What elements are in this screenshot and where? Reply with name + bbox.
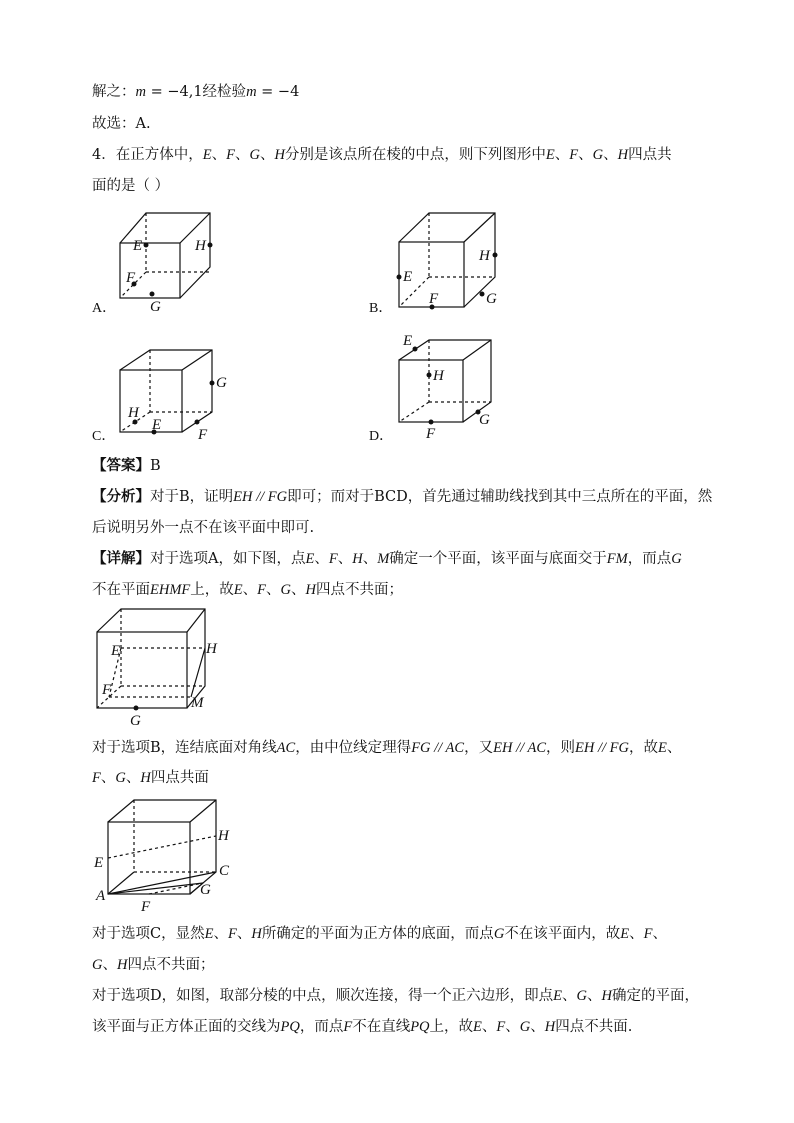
text: 不在直线 xyxy=(352,1019,411,1035)
label-g: G xyxy=(216,375,227,391)
text: = −4,1经检验 xyxy=(145,84,247,100)
text: 、 xyxy=(666,740,682,756)
math: FM xyxy=(606,551,628,567)
text: 故选：A. xyxy=(92,116,151,132)
label-a: A xyxy=(96,888,106,904)
text: 对于选项D，如图，取部分棱的中点，顺次连接，得一个正六边形，即点 xyxy=(92,988,554,1004)
math: EH // FG xyxy=(575,740,629,756)
math: E xyxy=(473,1019,482,1035)
math: H xyxy=(601,988,612,1004)
label-h: H xyxy=(206,641,217,657)
text: 该平面与正方体正面的交线为 xyxy=(92,1019,281,1035)
text: 四点共 xyxy=(628,147,672,163)
text: 、 xyxy=(259,147,275,163)
math: PQ xyxy=(410,1019,430,1035)
label-f: F xyxy=(141,899,151,915)
label-g: G xyxy=(200,882,211,898)
math: EH // AC xyxy=(493,740,546,756)
math: F xyxy=(569,147,579,163)
math: F xyxy=(257,582,266,598)
text: 四点共面 xyxy=(150,770,209,786)
label-f: F xyxy=(429,291,439,307)
math-m: m xyxy=(246,84,257,100)
answer-value: B xyxy=(150,458,161,474)
analysis-line-1 xyxy=(92,487,712,507)
question-line-2 xyxy=(92,176,169,196)
label-h: H xyxy=(479,248,490,264)
text: 面的是（ ） xyxy=(92,178,170,194)
text: 所确定的平面为正方体的底面，而点 xyxy=(261,926,494,942)
label-h: H xyxy=(433,368,444,384)
text: 4．在正方体中， xyxy=(92,147,203,163)
label-g: G xyxy=(486,291,497,307)
solution-line xyxy=(92,82,299,102)
math: H xyxy=(116,957,128,973)
text: 、 xyxy=(213,926,228,942)
text: 对于B，证明 xyxy=(150,489,234,505)
text: 、 xyxy=(505,1019,520,1035)
text: 、 xyxy=(530,1019,545,1035)
option-c-line-1 xyxy=(92,924,667,944)
text: 、 xyxy=(586,988,602,1004)
label-f: F xyxy=(198,427,208,443)
text: 对于选项A，如下图，点 xyxy=(150,551,306,567)
option-b-line-1 xyxy=(92,738,681,758)
text: 上，故 xyxy=(190,582,234,598)
text: 、 xyxy=(290,582,306,598)
math: E xyxy=(202,147,212,163)
math: FG // AC xyxy=(411,740,465,756)
text: ，而点 xyxy=(299,1019,344,1035)
answer-line xyxy=(92,456,161,476)
label-e: E xyxy=(111,643,121,659)
math: E xyxy=(204,926,214,942)
label-g: G xyxy=(479,412,490,428)
analysis-line-2 xyxy=(92,518,314,538)
math-m: m xyxy=(135,84,146,100)
label-g: G xyxy=(130,713,141,729)
figure-option-d xyxy=(365,330,515,445)
math: AC xyxy=(276,740,296,756)
math: G xyxy=(519,1019,531,1035)
math: F xyxy=(227,926,237,942)
math: F xyxy=(643,926,653,942)
label-f: F xyxy=(102,682,112,698)
text: 、 xyxy=(211,147,227,163)
text: 确定的平面， xyxy=(611,988,699,1004)
math: F xyxy=(226,147,235,163)
text: 四点不共面； xyxy=(315,582,403,598)
math: G xyxy=(92,957,103,973)
label-e: E xyxy=(403,333,413,349)
text: 、 xyxy=(337,551,353,567)
label-f: F xyxy=(426,426,436,442)
math: G xyxy=(671,551,682,567)
text: 即可；而对于BCD，首先通过辅助线找到其中三点所在的平面，然 xyxy=(287,489,713,505)
math: F xyxy=(343,1019,353,1035)
text: ，则 xyxy=(546,740,575,756)
text: 、 xyxy=(652,926,668,942)
math: H xyxy=(544,1019,556,1035)
option-b-line-2 xyxy=(92,768,209,788)
question-line-1 xyxy=(92,145,672,165)
option-label: C． xyxy=(92,429,116,444)
text: 、 xyxy=(578,147,593,163)
text: 四点不共面； xyxy=(127,957,215,973)
text: 、 xyxy=(234,147,250,163)
text: 、 xyxy=(481,1019,497,1035)
text: 不在该平面内，故 xyxy=(504,926,621,942)
text: 分别是该点所在棱的中点，则下列图形中 xyxy=(284,147,546,163)
text: 对于选项B，连结底面对角线 xyxy=(92,740,277,756)
text: 确定一个平面，该平面与底面交于 xyxy=(389,551,607,567)
math: F xyxy=(328,551,338,567)
text: 、 xyxy=(265,582,281,598)
math: M xyxy=(377,551,390,567)
option-label: D． xyxy=(369,429,394,444)
text: 、 xyxy=(100,770,116,786)
math: PQ xyxy=(280,1019,300,1035)
text: 、 xyxy=(314,551,329,567)
label-e: E xyxy=(133,238,143,254)
option-label: B． xyxy=(369,301,393,315)
math: F xyxy=(92,770,101,786)
math: E xyxy=(620,926,630,942)
math: H xyxy=(140,770,151,786)
text: 不在平面 xyxy=(92,582,150,598)
math: H xyxy=(617,147,629,163)
text: 、 xyxy=(629,926,644,942)
math: F xyxy=(496,1019,506,1035)
label-g: G xyxy=(150,299,161,315)
math: G xyxy=(592,147,604,163)
figure-option-b xyxy=(365,205,515,315)
math: H xyxy=(251,926,262,942)
text: ，故 xyxy=(628,740,658,756)
figure-detail-a xyxy=(88,604,238,729)
text: 、 xyxy=(603,147,618,163)
label-f: F xyxy=(126,270,136,286)
text: 、 xyxy=(362,551,378,567)
label-h: H xyxy=(218,828,229,844)
math: G xyxy=(493,926,505,942)
text: 、 xyxy=(554,147,570,163)
answer-tag: 【答案】 xyxy=(92,457,150,474)
figure-option-c xyxy=(88,340,238,445)
math: E xyxy=(233,582,243,598)
figure-detail-b xyxy=(88,795,248,920)
detail-line-2 xyxy=(92,580,403,600)
detail-line-1 xyxy=(92,549,682,569)
text: = −4 xyxy=(256,84,300,100)
label-e: E xyxy=(403,269,413,285)
text: 上，故 xyxy=(429,1019,474,1035)
label-h: H xyxy=(195,238,206,254)
text: 、 xyxy=(125,770,141,786)
math: E xyxy=(545,147,555,163)
math: E xyxy=(305,551,315,567)
figure-option-a xyxy=(88,205,238,315)
math: EH // FG xyxy=(233,489,288,505)
text: 、 xyxy=(242,582,258,598)
option-c-line-2 xyxy=(92,955,214,975)
text: 对于选项C，显然 xyxy=(92,926,205,942)
text: 四点不共面. xyxy=(555,1019,633,1035)
text: 后说明另外一点不在该平面中即可. xyxy=(92,520,315,536)
text: 、 xyxy=(561,988,577,1004)
math: G xyxy=(576,988,587,1004)
text: ，而点 xyxy=(627,551,672,567)
option-d-line-1 xyxy=(92,986,699,1006)
label-c: C xyxy=(219,863,230,879)
text: 解之： xyxy=(92,84,136,100)
math: E xyxy=(553,988,562,1004)
analysis-tag: 【分析】 xyxy=(92,488,150,505)
math: E xyxy=(657,740,667,756)
text: ，由中位线定理得 xyxy=(295,740,412,756)
math: H xyxy=(352,551,363,567)
label-e: E xyxy=(152,417,162,433)
label-e: E xyxy=(94,855,104,871)
math: H xyxy=(305,582,316,598)
option-label: A． xyxy=(92,301,117,315)
math: H xyxy=(274,147,285,163)
text: 、 xyxy=(236,926,252,942)
math: G xyxy=(249,147,260,163)
math: G xyxy=(280,582,291,598)
text: 、 xyxy=(102,957,117,973)
text: ，又 xyxy=(464,740,494,756)
label-h: H xyxy=(128,405,139,421)
label-m: M xyxy=(191,695,204,711)
detail-tag: 【详解】 xyxy=(92,550,150,567)
math: EHMF xyxy=(150,582,191,598)
choice-line xyxy=(92,114,151,134)
option-d-line-2 xyxy=(92,1017,632,1037)
math: G xyxy=(115,770,126,786)
